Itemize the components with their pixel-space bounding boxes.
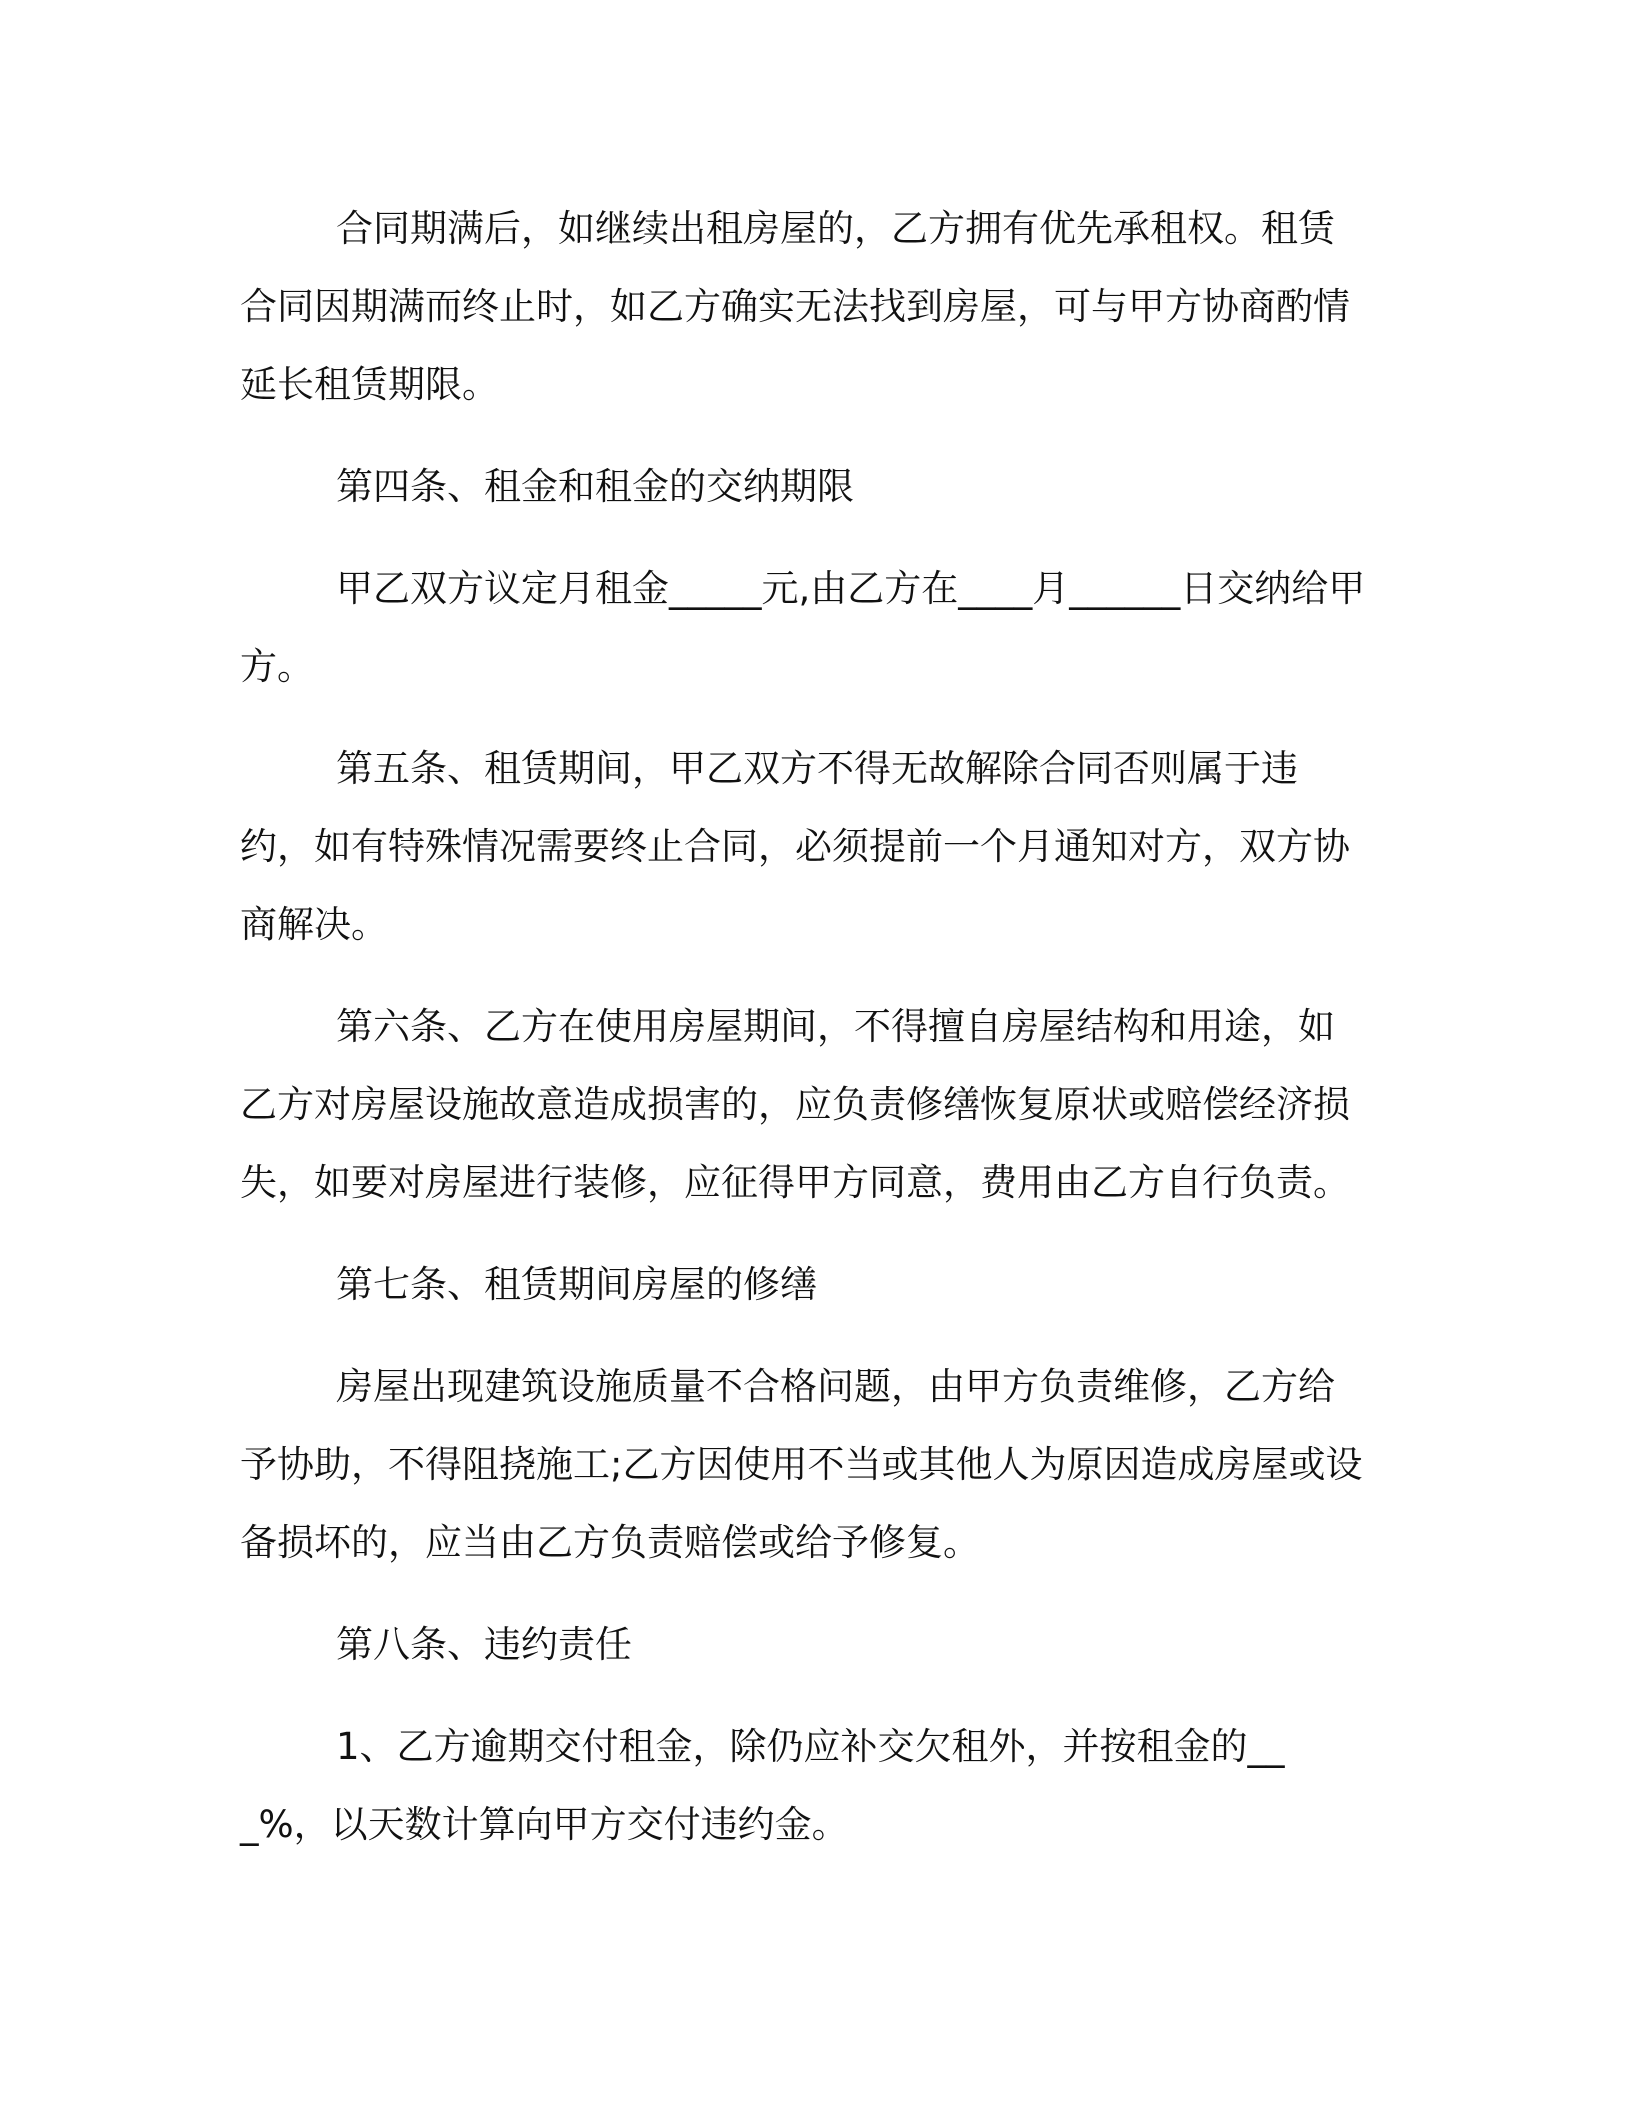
- document-body: [240, 190, 1370, 1888]
- paragraph-renewal-priority: 合同期满后，如继续出租房屋的，乙方拥有优先承租权。租赁合同因期满而终止时，如乙方确实无法找到房屋，可与甲方协商酌情延长租赁期限。: [240, 207, 1350, 406]
- paragraph-late-payment: 1、乙方逾期交付租金，除仍应补交欠租外，并按租金的___%，以天数计算向甲方交付违约金。: [240, 1725, 1285, 1846]
- paragraph-repairs: 房屋出现建筑设施质量不合格问题，由甲方负责维修，乙方给予协助，不得阻挠施工;乙方因使用不当或其他人为原因造成房屋或设备损坏的，应当由乙方负责赔偿或给予修复。: [240, 1365, 1363, 1564]
- heading-article-4: 第四条、租金和租金的交纳期限: [336, 465, 854, 508]
- paragraph-article-6: 第六条、乙方在使用房屋期间，不得擅自房屋结构和用途，如乙方对房屋设施故意造成损害的，应负责修缮恢复原状或赔偿经济损失，如要对房屋进行装修，应征得甲方同意，费用由乙方自行负责。: [240, 1005, 1350, 1204]
- heading-article-8: 第八条、违约责任: [336, 1623, 632, 1666]
- heading-article-7: 第七条、租赁期间房屋的修缮: [336, 1263, 817, 1306]
- paragraph-article-5: 第五条、租赁期间，甲乙双方不得无故解除合同否则属于违约，如有特殊情况需要终止合同，必须提前一个月通知对方，双方协商解决。: [240, 747, 1350, 946]
- paragraph-monthly-rent: 甲乙双方议定月租金_____元,由乙方在____月______日交纳给甲方。: [240, 567, 1366, 688]
